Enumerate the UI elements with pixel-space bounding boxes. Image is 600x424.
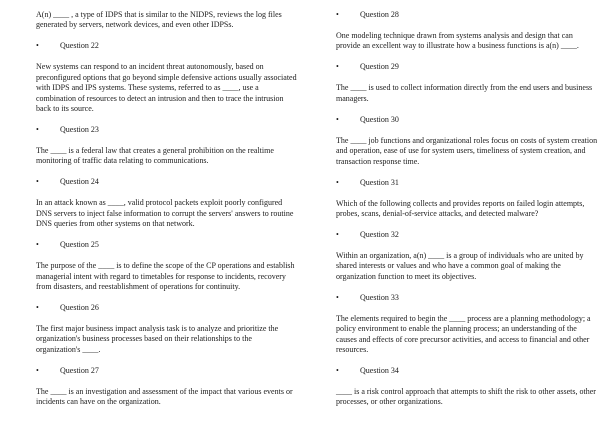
bullet-icon: • xyxy=(336,292,339,302)
question-label: Question 34 xyxy=(360,366,399,376)
question-heading xyxy=(36,125,298,135)
question-text: A(n) ____ , a type of IDPS that is similar to the NIDPS, reviews the log files generated by servers, network devices, and even other IDPSs. xyxy=(36,10,282,30)
left-column xyxy=(36,10,298,418)
question-label: Question 22 xyxy=(60,41,99,51)
question-text: The ____ is used to collect information directly from the end users and business managers. xyxy=(336,83,593,103)
question-heading xyxy=(336,293,598,303)
question-text: New systems can respond to an incident threat autonomously, based on preconfigured options that go beyond simple defensive actions usually associated with IDPS and IPS systems. These systems, referred to as ____, use a combination of resources to detect an intrusion and then to trace the intrusion back to its source. xyxy=(36,62,297,114)
question-heading xyxy=(36,41,298,51)
question-text: The purpose of the ____ is to define the scope of the CP operations and establish managerial intent with regard to timetables for response to incidents, recovery from disasters, and reestablishment of operations for continuity. xyxy=(36,261,295,292)
question-heading xyxy=(36,177,298,187)
question-heading xyxy=(336,115,598,125)
question-label: Question 33 xyxy=(360,292,399,302)
question-text: ____ is a risk control approach that attempts to shift the risk to other assets, other processes, or other organizations. xyxy=(336,387,596,407)
question-label: Question 23 xyxy=(60,125,99,135)
right-column xyxy=(336,10,598,418)
question-text: The first major business impact analysis task is to analyze and prioritize the organization's business processes based on their relationships to the organization's ____. xyxy=(36,324,279,354)
bullet-icon: • xyxy=(336,230,339,240)
question-heading xyxy=(336,62,598,72)
question-label: Question 29 xyxy=(360,62,399,72)
bullet-icon: • xyxy=(36,177,39,187)
question-label: Question 27 xyxy=(60,365,99,375)
bullet-icon: • xyxy=(36,125,39,135)
question-label: Question 32 xyxy=(360,230,399,240)
question-text: The ____ is a federal law that creates a general prohibition on the realtime monitoring of traffic data relating to communications. xyxy=(36,146,274,166)
bullet-icon: • xyxy=(336,62,339,72)
question-heading xyxy=(336,366,598,376)
question-heading xyxy=(36,240,298,250)
bullet-icon: • xyxy=(36,303,39,313)
bullet-icon: • xyxy=(336,177,339,187)
bullet-icon: • xyxy=(36,240,39,250)
question-text: Within an organization, a(n) ____ is a group of individuals who are united by shared interests or values and who have a common goal of making the organization function to meet its objectives. xyxy=(336,251,584,281)
question-text: One modeling technique drawn from systems analysis and design that can provide an excellent way to illustrate how a business functions is a(n) ____. xyxy=(336,31,579,51)
question-text: The elements required to begin the ____ process are a planning methodology; a policy environment to enable the planning process; an understanding of the causes and effects of core precursor activities, and access to financial and other resources. xyxy=(336,313,591,355)
question-heading xyxy=(36,366,298,376)
question-heading xyxy=(336,10,598,20)
question-text: In an attack known as ____, valid protocol packets exploit poorly configured DNS servers to inject false information to corrupt the servers' answers to routine DNS queries from other systems on that network. xyxy=(36,198,294,229)
question-heading xyxy=(36,303,298,313)
bullet-icon: • xyxy=(36,41,39,51)
question-text: The ____ is an investigation and assessment of the impact that various events or incidents can have on the organization. xyxy=(36,386,293,407)
question-heading xyxy=(336,230,598,240)
question-label: Question 31 xyxy=(360,177,399,187)
bullet-icon: • xyxy=(336,114,339,124)
question-label: Question 24 xyxy=(60,177,99,187)
bullet-icon: • xyxy=(36,365,39,375)
question-label: Question 30 xyxy=(360,114,399,124)
question-heading xyxy=(336,178,598,188)
question-label: Question 25 xyxy=(60,240,99,250)
question-label: Question 28 xyxy=(360,10,399,19)
bullet-icon: • xyxy=(336,366,339,376)
question-text: Which of the following collects and provides reports on failed login attempts, probes, scans, denial-of-service attacks, and detected malware? xyxy=(336,198,585,219)
question-text: The ____ job functions and organizational roles focus on costs of system creation and operation, ease of use for system users, timeliness of system creation, and transaction response time. xyxy=(336,135,598,166)
bullet-icon: • xyxy=(336,10,339,19)
question-label: Question 26 xyxy=(60,303,99,313)
